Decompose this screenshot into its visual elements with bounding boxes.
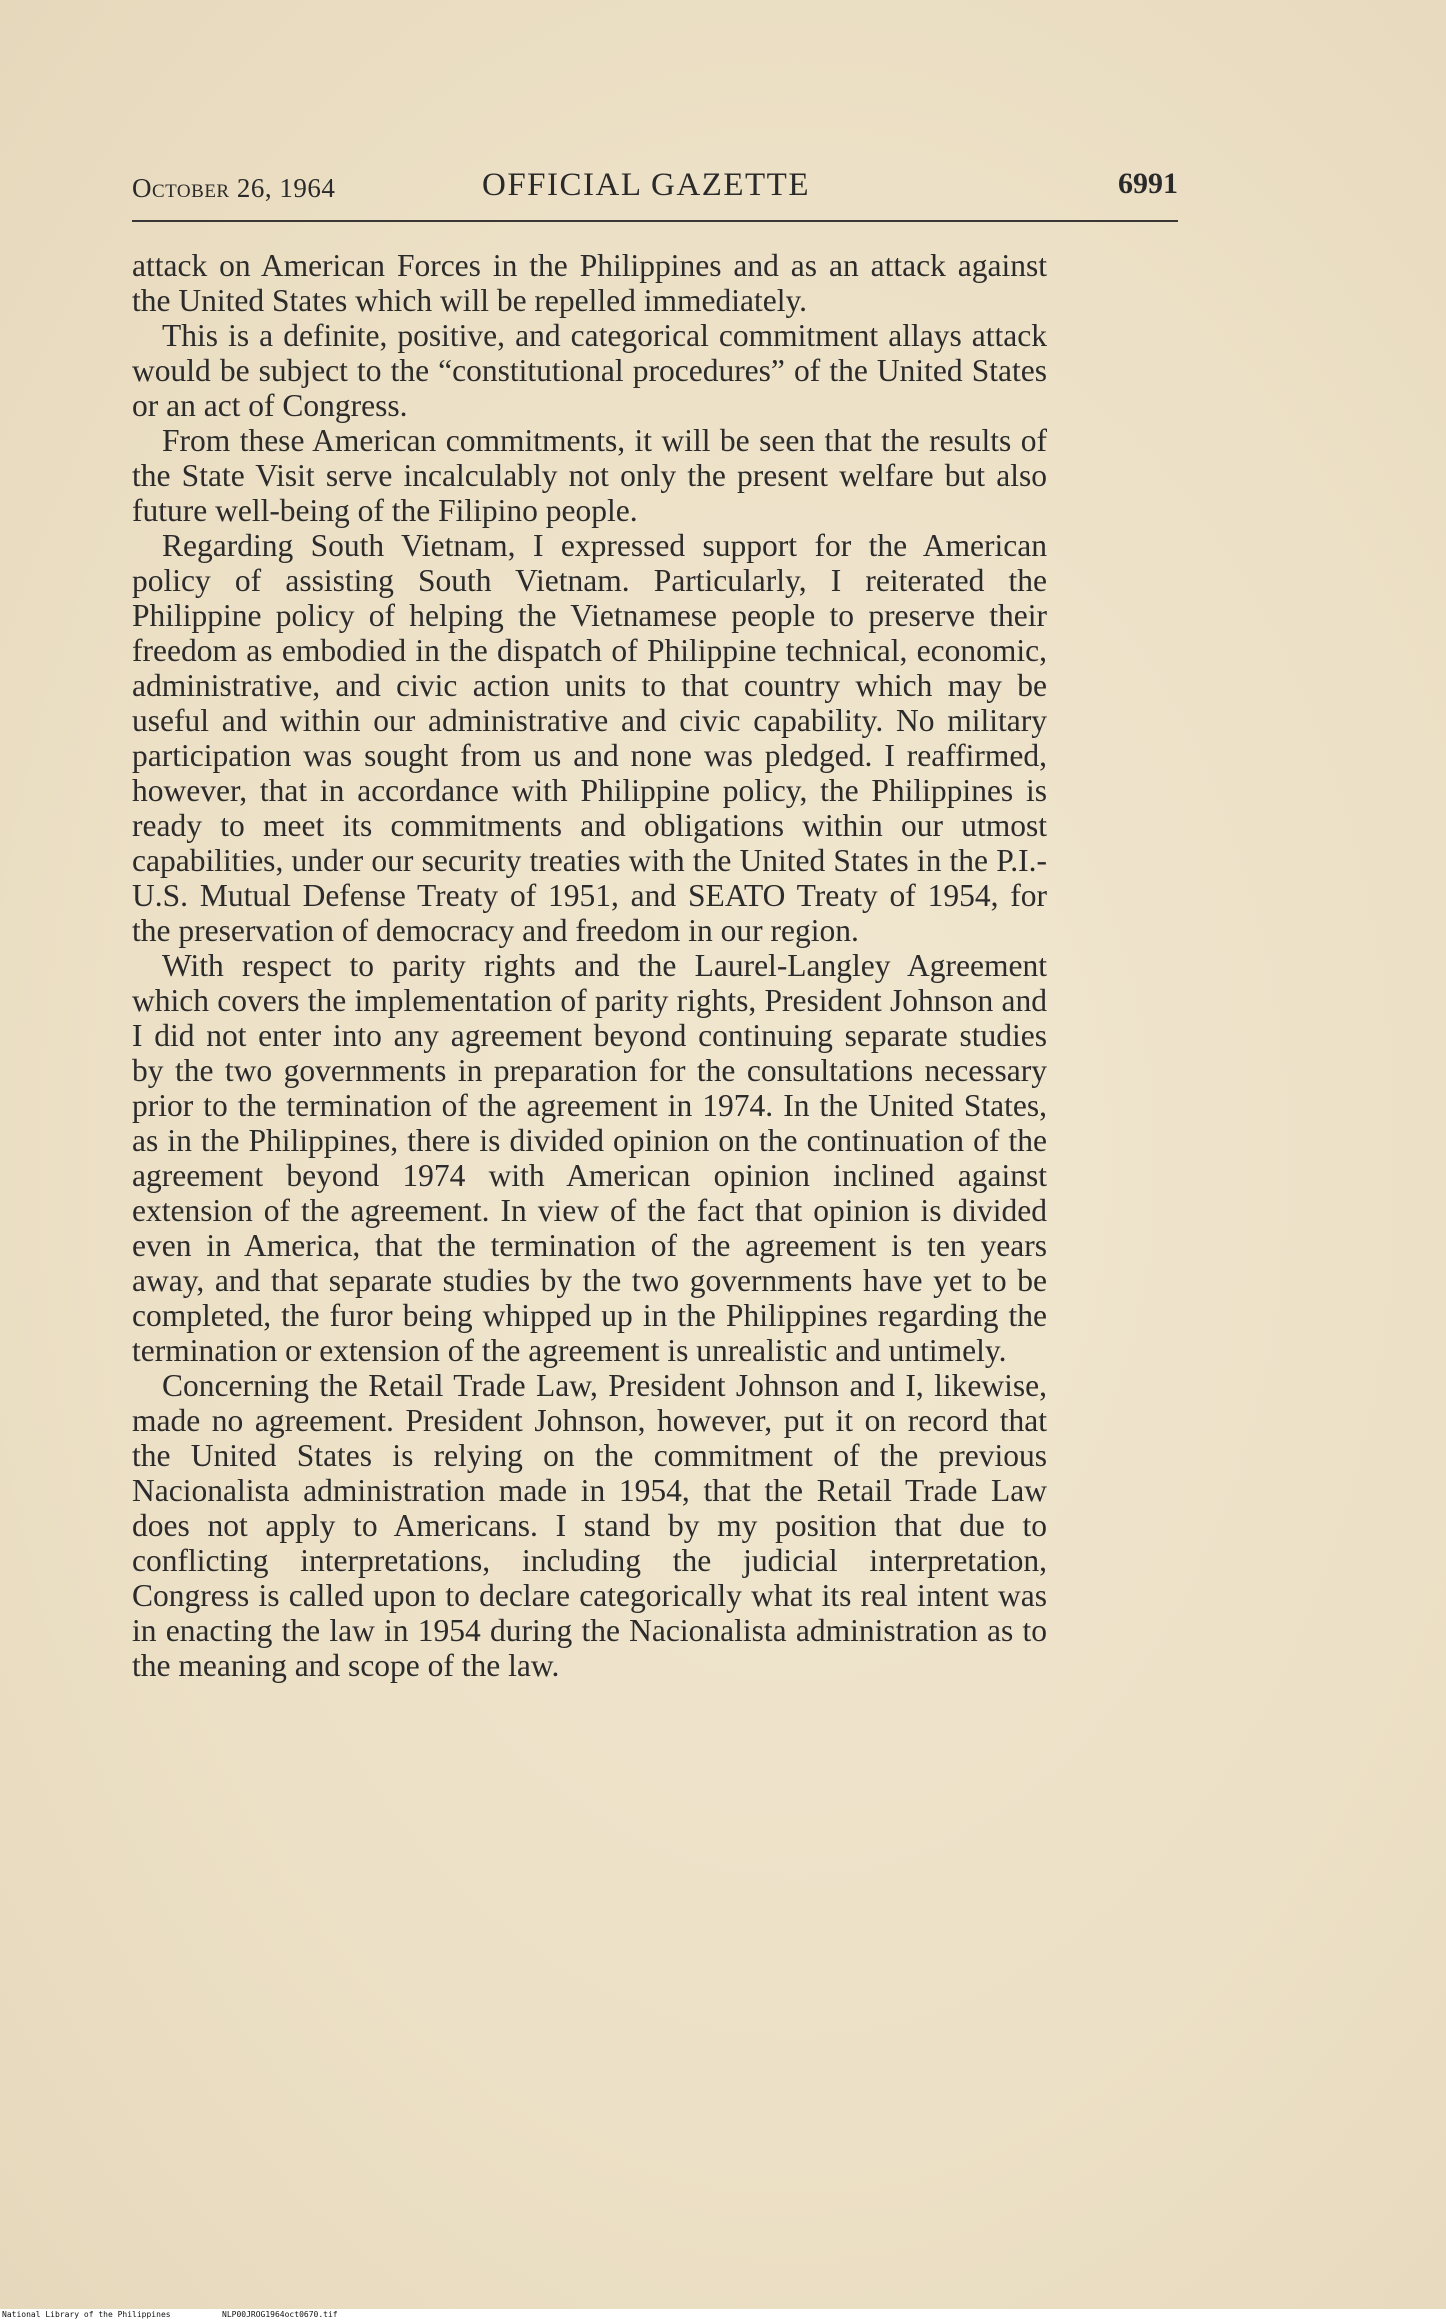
paragraph-continued: attack on American Forces in the Philippines and as an attack against the United States which will be repelled immediately.: [132, 248, 1047, 318]
page-header: [132, 165, 1178, 205]
header-rule: [132, 220, 1178, 222]
publication-title: OFFICIAL GAZETTE: [482, 167, 810, 203]
issue-date: October 26, 1964: [132, 173, 336, 203]
paragraph-retail-trade-law: Concerning the Retail Trade Law, President Johnson and I, likewise, made no agreement. President Johnson, however, put it on record that the United States is relying on the commitment of the previous Nacionalista administration made in 1954, that the Retail Trade Law does not apply to Americans. I stand by my position that due to conflicting interpretations, including the judicial interpretation, Congress is called upon to declare categorically what its real intent was in enacting the law in 1954 during the Nacionalista administration as to the meaning and scope of the law.: [132, 1368, 1047, 1683]
page-number: 6991: [1118, 167, 1178, 200]
scan-footer: [0, 2309, 1446, 2321]
paragraph-south-vietnam: Regarding South Vietnam, I expressed support for the American policy of assisting South Vietnam. Particularly, I reiterated the Philippine policy of helping the Vietnamese people to preserve their freedom as embodied in the dispatch of Philippine technical, economic, administrative, and civic action units to that country which may be useful and within our administrative and civic capability. No military participation was sought from us and none was pledged. I reaffirmed, however, that in accordance with Philippine policy, the Philippines is ready to meet its commitments and obligations within our utmost capabilities, under our security treaties with the United States in the P.I.-U.S. Mutual Defense Treaty of 1951, and SEATO Treaty of 1954, for the preservation of democracy and freedom in our region.: [132, 528, 1047, 948]
scan-filename: NLP00JROG1964oct0670.tif: [222, 2310, 338, 2319]
paragraph-commitment: This is a definite, positive, and categorical commitment allays attack would be subject to the “constitutional procedures” of the United States or an act of Congress.: [132, 318, 1047, 423]
library-credit: National Library of the Philippines: [2, 2310, 171, 2319]
paragraph-parity-rights: With respect to parity rights and the Laurel-Langley Agreement which covers the implementation of parity rights, President Johnson and I did not enter into any agreement beyond continuing separate studies by the two governments in preparation for the consultations necessary prior to the termination of the agreement in 1974. In the United States, as in the Philippines, there is divided opinion on the continuation of the agreement beyond 1974 with American opinion inclined against extension of the agreement. In view of the fact that opinion is divided even in America, that the termination of the agreement is ten years away, and that separate studies by the two governments have yet to be completed, the furor being whipped up in the Philippines regarding the termination or extension of the agreement is unrealistic and untimely.: [132, 948, 1047, 1368]
paragraph-state-visit: From these American commitments, it will be seen that the results of the State Visit serve incalculably not only the present welfare but also future well-being of the Filipino people.: [132, 423, 1047, 528]
article-body: [132, 248, 1047, 1683]
